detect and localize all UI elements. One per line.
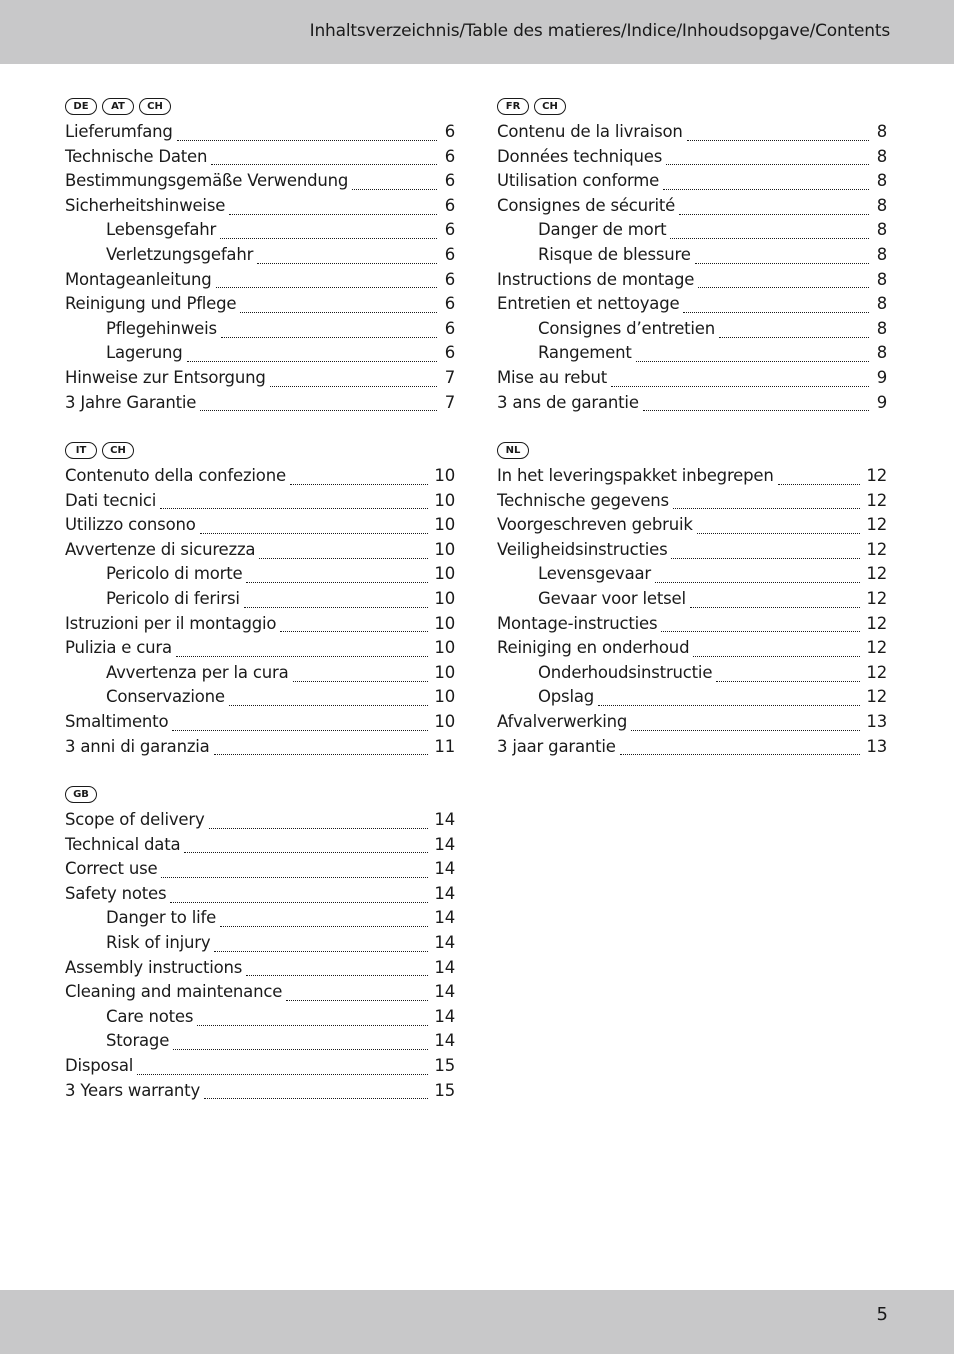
- toc-entry: [65, 1056, 455, 1081]
- toc-entry-page: 8: [876, 171, 887, 191]
- toc-entry: [65, 884, 455, 909]
- toc-entry: [65, 294, 455, 319]
- dot-leader: [214, 951, 428, 952]
- toc-entry-page: 14: [434, 1031, 455, 1051]
- header-title: Inhaltsverzeichnis/Table des matieres/Indice/Inhoudsopgave/Contents: [309, 21, 890, 41]
- country-badges: [65, 96, 455, 116]
- dot-leader: [229, 705, 429, 706]
- dot-leader: [666, 164, 869, 165]
- toc-entry-page: 14: [434, 883, 455, 903]
- toc-entry-page: 12: [866, 564, 887, 584]
- country-code-badge: IT: [65, 442, 97, 459]
- toc-entry-title: Avvertenza per la cura: [106, 662, 289, 682]
- country-code-badge: GB: [65, 786, 97, 803]
- dot-leader: [240, 312, 437, 313]
- toc-entry: [65, 908, 455, 933]
- toc-entry-page: 6: [444, 318, 455, 338]
- dot-leader: [679, 214, 869, 215]
- toc-entry-title: Avvertenze di sicurezza: [65, 539, 256, 559]
- toc-entry-title: Conservazione: [106, 687, 225, 707]
- toc-entry: [65, 687, 455, 712]
- toc-entry-page: 7: [444, 367, 455, 387]
- toc-list: [497, 122, 887, 417]
- country-badges: [497, 96, 887, 116]
- toc-entry-page: 14: [434, 957, 455, 977]
- toc-entry: [65, 663, 455, 688]
- dot-leader: [687, 140, 869, 141]
- toc-entry-title: Données techniques: [497, 146, 663, 166]
- dot-leader: [670, 238, 869, 239]
- toc-entry-title: Voorgeschreven gebruik: [497, 515, 693, 535]
- toc-entry-title: Mise au rebut: [497, 367, 607, 387]
- toc-entry: [65, 933, 455, 958]
- toc-entry-title: Gevaar voor letsel: [538, 588, 686, 608]
- country-code-badge: CH: [102, 442, 134, 459]
- dot-leader: [137, 1074, 428, 1075]
- toc-entry: [65, 220, 455, 245]
- dot-leader: [214, 754, 429, 755]
- toc-entry-page: 9: [876, 367, 887, 387]
- toc-entry-title: Dati tecnici: [65, 490, 157, 510]
- dot-leader: [176, 656, 428, 657]
- toc-entry-page: 8: [876, 294, 887, 314]
- toc-entry: [497, 466, 887, 491]
- toc-entry: [497, 515, 887, 540]
- toc-entry: [65, 1081, 455, 1106]
- toc-entry-title: Istruzioni per il montaggio: [65, 613, 277, 633]
- toc-section-it: [65, 440, 455, 761]
- toc-entry-page: 15: [434, 1055, 455, 1075]
- toc-entry: [65, 614, 455, 639]
- toc-entry-page: 6: [444, 146, 455, 166]
- dot-leader: [211, 164, 437, 165]
- toc-entry-page: 12: [866, 662, 887, 682]
- toc-entry-page: 14: [434, 908, 455, 928]
- dot-leader: [663, 189, 869, 190]
- dot-leader: [161, 877, 428, 878]
- toc-section-gb: [65, 784, 455, 1105]
- dot-leader: [631, 730, 860, 731]
- toc-entry: [65, 515, 455, 540]
- toc-entry-page: 14: [434, 932, 455, 952]
- toc-entry-title: Onderhoudsinstructie: [538, 662, 713, 682]
- toc-entry-page: 8: [876, 343, 887, 363]
- toc-entry: [65, 810, 455, 835]
- toc-entry-title: Lebensgefahr: [106, 220, 217, 240]
- dot-leader: [655, 582, 860, 583]
- toc-entry-title: Afvalverwerking: [497, 711, 628, 731]
- toc-entry-title: Contenuto della confezione: [65, 466, 286, 485]
- dot-leader: [352, 189, 437, 190]
- toc-entry: [497, 712, 887, 737]
- toc-entry: [65, 859, 455, 884]
- toc-entry-title: Rangement: [538, 343, 632, 363]
- toc-entry-title: Assembly instructions: [65, 957, 243, 977]
- toc-entry-title: Disposal: [65, 1055, 134, 1075]
- dot-leader: [695, 263, 869, 264]
- toc-entry-title: Correct use: [65, 859, 158, 879]
- dot-leader: [690, 607, 861, 608]
- toc-entry-title: Pericolo di ferirsi: [106, 588, 240, 608]
- dot-leader: [197, 1025, 428, 1026]
- toc-entry-page: 14: [434, 834, 455, 854]
- toc-entry-page: 11: [434, 736, 455, 756]
- toc-entry-title: Consignes de sécurité: [497, 195, 676, 215]
- toc-entry-page: 8: [876, 318, 887, 338]
- dot-leader: [290, 484, 428, 485]
- toc-entry-title: Technical data: [65, 834, 181, 854]
- toc-entry: [497, 638, 887, 663]
- country-badges: [65, 784, 455, 804]
- country-badges: [497, 440, 887, 460]
- toc-entry: [65, 540, 455, 565]
- dot-leader: [620, 754, 861, 755]
- country-code-badge: AT: [102, 98, 134, 115]
- toc-entry-title: Pericolo di morte: [106, 564, 243, 584]
- toc-entry-title: Risque de blessure: [538, 244, 691, 264]
- dot-leader: [719, 337, 869, 338]
- toc-entry-title: 3 ans de garantie: [497, 392, 639, 412]
- toc-section-de: [65, 96, 455, 417]
- toc-entry-page: 13: [866, 711, 887, 731]
- toc-entry: [497, 122, 887, 147]
- toc-entry: [497, 687, 887, 712]
- toc-entry-title: Reiniging en onderhoud: [497, 638, 690, 658]
- toc-entry: [65, 638, 455, 663]
- toc-entry: [65, 319, 455, 344]
- dot-leader: [280, 631, 428, 632]
- toc-entry-title: 3 jaar garantie: [497, 736, 616, 756]
- toc-entry: [497, 393, 887, 418]
- toc-entry-page: 8: [876, 269, 887, 289]
- page-number: 5: [876, 1304, 888, 1325]
- toc-entry-title: Opslag: [538, 687, 595, 707]
- dot-leader: [698, 287, 869, 288]
- toc-entry-page: 6: [444, 294, 455, 314]
- dot-leader: [177, 140, 437, 141]
- toc-list: [65, 466, 455, 761]
- toc-entry: [65, 835, 455, 860]
- country-code-badge: CH: [139, 98, 171, 115]
- toc-entry-title: Technische gegevens: [497, 490, 669, 510]
- toc-entry-title: Risk of injury: [106, 932, 211, 952]
- toc-entry: [497, 196, 887, 221]
- dot-leader: [187, 361, 437, 362]
- toc-entry-title: Reinigung und Pflege: [65, 294, 237, 314]
- dot-leader: [257, 263, 437, 264]
- toc-entry-page: 10: [434, 613, 455, 633]
- toc-entry-title: Montageanleitung: [65, 269, 212, 289]
- toc-entry-page: 10: [434, 662, 455, 682]
- toc-entry-page: 14: [434, 1006, 455, 1026]
- toc-entry-title: 3 Jahre Garantie: [65, 392, 197, 412]
- dot-leader: [293, 681, 429, 682]
- toc-entry-title: In het leveringspakket inbegrepen: [497, 466, 774, 485]
- toc-entry-page: 14: [434, 982, 455, 1002]
- dot-leader: [184, 852, 428, 853]
- toc-entry: [497, 491, 887, 516]
- toc-entry: [497, 294, 887, 319]
- toc-entry-page: 10: [434, 687, 455, 707]
- toc-entry-page: 12: [866, 539, 887, 559]
- dot-leader: [220, 926, 428, 927]
- toc-entry-title: Veiligheidsinstructies: [497, 539, 668, 559]
- toc-entry-page: 6: [444, 122, 455, 141]
- toc-entry-page: 12: [866, 613, 887, 633]
- toc-entry-page: 8: [876, 195, 887, 215]
- toc-entry: [497, 343, 887, 368]
- dot-leader: [683, 312, 869, 313]
- toc-entry: [65, 958, 455, 983]
- toc-entry-page: 10: [434, 711, 455, 731]
- country-code-badge: NL: [497, 442, 529, 459]
- toc-entry-title: Technische Daten: [65, 146, 208, 166]
- toc-entry-title: 3 anni di garanzia: [65, 736, 210, 756]
- toc-entry-page: 12: [866, 515, 887, 535]
- toc-entry-page: 14: [434, 810, 455, 829]
- toc-section-fr: [497, 96, 887, 417]
- toc-entry: [497, 319, 887, 344]
- dot-leader: [259, 558, 428, 559]
- toc-entry: [65, 368, 455, 393]
- toc-entry-page: 10: [434, 539, 455, 559]
- toc-entry: [497, 614, 887, 639]
- toc-entry-page: 13: [866, 736, 887, 756]
- country-code-badge: FR: [497, 98, 529, 115]
- toc-entry-title: Hinweise zur Entsorgung: [65, 367, 266, 387]
- dot-leader: [673, 508, 860, 509]
- toc-entry-page: 8: [876, 146, 887, 166]
- toc-entry-title: Safety notes: [65, 883, 167, 903]
- toc-entry-page: 6: [444, 343, 455, 363]
- toc-entry: [65, 147, 455, 172]
- country-badges: [65, 440, 455, 460]
- country-code-badge: DE: [65, 98, 97, 115]
- toc-entry-title: Consignes d’entretien: [538, 318, 716, 338]
- toc-section-nl: [497, 440, 887, 761]
- dot-leader: [221, 337, 437, 338]
- toc-list: [65, 810, 455, 1105]
- toc-entry: [65, 343, 455, 368]
- toc-entry: [65, 270, 455, 295]
- toc-entry-title: Contenu de la livraison: [497, 122, 683, 141]
- toc-entry-page: 10: [434, 638, 455, 658]
- dot-leader: [598, 705, 860, 706]
- toc-entry-title: Montage-instructies: [497, 613, 658, 633]
- toc-entry: [497, 589, 887, 614]
- toc-entry: [65, 466, 455, 491]
- dot-leader: [170, 902, 428, 903]
- toc-entry-title: Storage: [106, 1031, 170, 1051]
- toc-entry-page: 12: [866, 687, 887, 707]
- dot-leader: [270, 386, 437, 387]
- dot-leader: [661, 631, 860, 632]
- dot-leader: [160, 508, 428, 509]
- toc-entry: [65, 122, 455, 147]
- toc-entry: [65, 982, 455, 1007]
- dot-leader: [246, 975, 428, 976]
- toc-entry-page: 10: [434, 564, 455, 584]
- dot-leader: [244, 607, 429, 608]
- toc-entry: [497, 171, 887, 196]
- toc-entry: [65, 245, 455, 270]
- toc-entry: [65, 196, 455, 221]
- dot-leader: [200, 533, 429, 534]
- toc-list: [497, 466, 887, 761]
- toc-entry-title: Care notes: [106, 1006, 194, 1026]
- toc-entry-title: Lieferumfang: [65, 122, 173, 141]
- dot-leader: [636, 361, 869, 362]
- toc-entry-title: Pulizia e cura: [65, 638, 172, 658]
- toc-entry-page: 8: [876, 122, 887, 141]
- toc-entry-page: 10: [434, 515, 455, 535]
- toc-entry-page: 14: [434, 859, 455, 879]
- page-footer: [0, 1290, 954, 1354]
- toc-entry-page: 6: [444, 220, 455, 240]
- toc-entry-page: 10: [434, 588, 455, 608]
- toc-entry-page: 6: [444, 171, 455, 191]
- toc-entry: [65, 1007, 455, 1032]
- toc-entry-title: Lagerung: [106, 343, 183, 363]
- toc-entry-page: 12: [866, 588, 887, 608]
- toc-entry-title: Verletzungsgefahr: [106, 244, 254, 264]
- toc-entry: [65, 491, 455, 516]
- toc-entry-title: Utilizzo consono: [65, 515, 196, 535]
- toc-entry: [497, 270, 887, 295]
- toc-entry-page: 10: [434, 490, 455, 510]
- toc-entry: [65, 564, 455, 589]
- toc-entry-title: Danger to life: [106, 908, 217, 928]
- toc-entry-title: Levensgevaar: [538, 564, 652, 584]
- toc-entry: [497, 540, 887, 565]
- dot-leader: [697, 533, 861, 534]
- toc-entry: [497, 220, 887, 245]
- toc-entry: [65, 737, 455, 762]
- toc-entry-page: 12: [866, 638, 887, 658]
- toc-entry-title: Instructions de montage: [497, 269, 695, 289]
- dot-leader: [778, 484, 861, 485]
- toc-entry-title: Danger de mort: [538, 220, 667, 240]
- toc-entry-page: 6: [444, 244, 455, 264]
- toc-entry-title: Smaltimento: [65, 711, 169, 731]
- toc-entry-title: Scope of delivery: [65, 810, 205, 829]
- toc-entry-title: Utilisation conforme: [497, 171, 660, 191]
- dot-leader: [172, 730, 428, 731]
- toc-entry: [497, 368, 887, 393]
- toc-entry-page: 8: [876, 220, 887, 240]
- toc-entry-page: 9: [876, 392, 887, 412]
- dot-leader: [286, 1000, 428, 1001]
- toc-entry-title: Bestimmungsgemäße Verwendung: [65, 171, 349, 191]
- toc-entry: [497, 663, 887, 688]
- toc-entry: [65, 712, 455, 737]
- dot-leader: [204, 1098, 428, 1099]
- toc-entry-page: 12: [866, 466, 887, 485]
- toc-entry-page: 10: [434, 466, 455, 485]
- toc-entry: [497, 245, 887, 270]
- dot-leader: [209, 828, 429, 829]
- toc-entry-page: 8: [876, 244, 887, 264]
- toc-entry-title: Cleaning and maintenance: [65, 982, 283, 1002]
- toc-entry: [65, 171, 455, 196]
- toc-entry: [497, 147, 887, 172]
- dot-leader: [611, 386, 869, 387]
- toc-entry: [497, 564, 887, 589]
- toc-entry-page: 15: [434, 1080, 455, 1100]
- dot-leader: [200, 410, 437, 411]
- toc-entry-page: 6: [444, 269, 455, 289]
- toc-list: [65, 122, 455, 417]
- dot-leader: [643, 410, 869, 411]
- toc-entry-title: Sicherheitshinweise: [65, 195, 226, 215]
- toc-entry-title: Entretien et nettoyage: [497, 294, 680, 314]
- country-code-badge: CH: [534, 98, 566, 115]
- page-header: [0, 0, 954, 64]
- dot-leader: [671, 558, 860, 559]
- dot-leader: [220, 238, 437, 239]
- toc-entry: [65, 393, 455, 418]
- toc-entry-page: 6: [444, 195, 455, 215]
- toc-entry: [65, 589, 455, 614]
- toc-entry-page: 12: [866, 490, 887, 510]
- dot-leader: [229, 214, 437, 215]
- dot-leader: [173, 1049, 428, 1050]
- toc-entry: [497, 737, 887, 762]
- toc-entry-title: 3 Years warranty: [65, 1080, 201, 1100]
- toc-entry-page: 7: [444, 392, 455, 412]
- dot-leader: [246, 582, 428, 583]
- dot-leader: [693, 656, 860, 657]
- dot-leader: [716, 681, 860, 682]
- toc-entry: [65, 1031, 455, 1056]
- dot-leader: [216, 287, 437, 288]
- toc-entry-title: Pflegehinweis: [106, 318, 217, 338]
